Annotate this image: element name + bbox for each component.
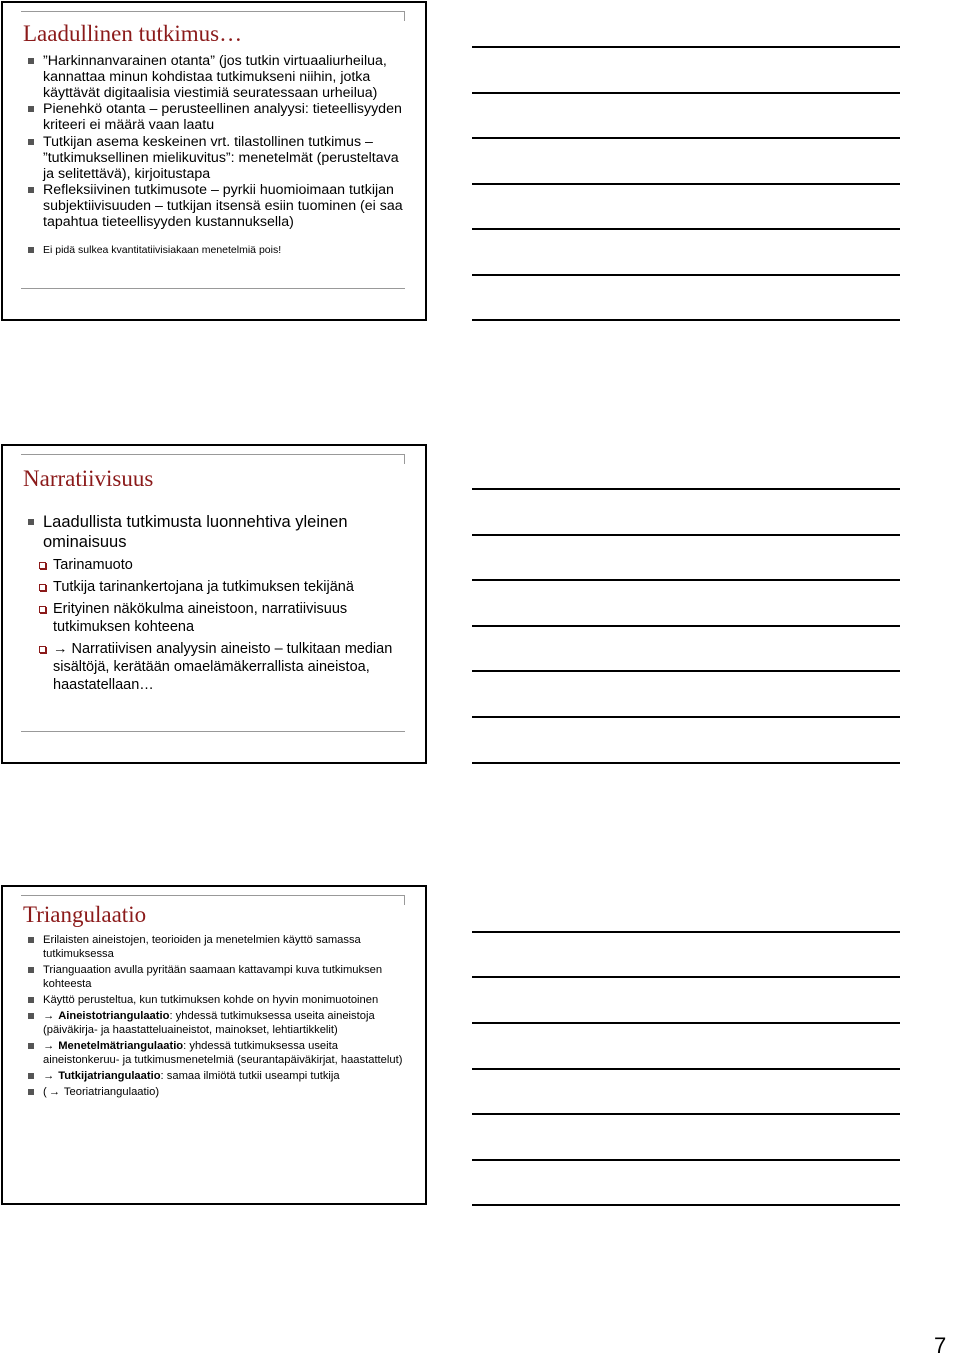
slide-frame [21,895,403,1173]
note-line [472,92,900,94]
list-item: → Menetelmätriangulaatio: yhdessä tutkimuksessa useita aineistonkeruu- ja tutkimusmenetelmiä (seurantapäiväkirjat, haastattelut) [21,1039,403,1067]
title-rule-corner [404,454,405,464]
list-item: Ei pidä sulkea kvantitatiivisiakaan menetelmiä pois! [21,244,403,256]
square-bullet-icon [28,519,34,525]
arrow-right-icon: → [43,1010,55,1022]
note-line [472,976,900,978]
sub-list [37,556,403,694]
note-line [472,534,900,536]
list-item: → Aineistotriangulaatio: yhdessä tutkimuksessa useita aineistoja (päiväkirja- ja haastatteluaineistot, mainokset, lehtiartikkelit) [21,1009,403,1037]
square-bullet-icon [28,247,34,253]
list-item: Tutkija tarinankertojana ja tutkimuksen tekijänä [37,578,403,596]
bottom-rule [21,288,405,289]
list-item: ”Harkinnanvarainen otanta” (jos tutkin virtuaaliurheilua, kannattaa minun kohdistaa tutkimukseni niihin, jotka käyttävät digitaalisia viestimiä seuratessaan urheilua) [21,53,403,101]
square-bullet-icon [28,58,34,64]
list-item: Erilaisten aineistojen, teorioiden ja menetelmien käyttö samassa tutkimuksessa [21,933,403,961]
square-bullet-icon [28,1073,34,1079]
note-line [472,319,900,321]
box-bullet-icon [39,562,46,569]
note-line [472,1204,900,1206]
note-line [472,137,900,139]
slide-3 [1,885,427,1205]
square-bullet-icon [28,139,34,145]
list-item: Käyttö perusteltua, kun tutkimuksen kohde on hyvin monimuotoinen [21,993,403,1007]
note-line [472,46,900,48]
slide-frame [21,11,403,289]
list-item: Trianguaation avulla pyritään saamaan kattavampi kuva tutkimuksen kohteesta [21,963,403,991]
note-line [472,670,900,672]
title-rule-corner [404,11,405,21]
note-line [472,931,900,933]
note-line [472,183,900,185]
slide-1 [1,1,427,321]
list-item: Laadullista tutkimusta luonnehtiva yleinen ominaisuus Tarinamuoto Tutkija tarinankertojana ja tutkimuksen tekijänä Erityinen näkökulma aineistoon, narratiivisuus tutkimuksen kohteena → Narratiivisen analyysin aineisto – tulkitaan median sisältöjä, kerätään omaelämäkerrallista aineistoa, haastatellaan… [21,512,403,694]
note-line [472,488,900,490]
list-item: Pienehkö otanta – perusteellinen analyysi: tieteellisyyden kriteeri ei määrä vaan laatu [21,101,403,133]
box-bullet-icon [39,606,46,613]
slide-2 [1,444,427,764]
square-bullet-icon [28,1089,34,1095]
list-item: → Narratiivisen analyysin aineisto – tulkitaan median sisältöjä, kerätään omaelämäkerrallista aineistoa, haastatellaan… [37,640,403,694]
square-bullet-icon [28,106,34,112]
page-number: 7 [934,1333,947,1358]
bullet-list [21,933,403,1099]
note-line [472,762,900,764]
box-bullet-icon [39,646,46,653]
note-line [472,274,900,276]
arrow-right-icon: → [53,641,68,657]
slide-frame [21,454,403,732]
slide-title: Narratiivisuus [23,466,154,491]
arrow-right-icon: → [43,1070,55,1082]
note-line [472,716,900,718]
list-item: Erityinen näkökulma aineistoon, narratiivisuus tutkimuksen kohteena [37,600,403,636]
list-item: Tutkijan asema keskeinen vrt. tilastollinen tutkimus – ”tutkimuksellinen mielikuvitus”: menetelmät (perusteltava ja selitettävä), kirjoitustapa [21,134,403,182]
list-item: ( → Teoriatriangulaatio) [21,1085,403,1099]
list-item: Refleksiivinen tutkimusote – pyrkii huomioimaan tutkijan subjektiivisuuden – tutkijan itsensä esiin tuominen (ei saa tapahtua tieteellisyyden kustannuksella) [21,182,403,230]
title-rule [21,895,405,896]
note-line [472,1113,900,1115]
square-bullet-icon [28,937,34,943]
note-line [472,1022,900,1024]
note-line [472,1068,900,1070]
square-bullet-icon [28,967,34,973]
arrow-right-icon: → [43,1040,55,1052]
square-bullet-icon [28,187,34,193]
title-rule [21,454,405,455]
square-bullet-icon [28,997,34,1003]
slide-title: Laadullinen tutkimus… [23,21,243,46]
title-rule-corner [404,895,405,905]
note-line [472,625,900,627]
square-bullet-icon [28,1013,34,1019]
note-line [472,1159,900,1161]
list-item: Tarinamuoto [37,556,403,574]
bottom-rule [21,731,405,732]
arrow-right-icon: → [48,1086,60,1098]
square-bullet-icon [28,1043,34,1049]
list-item: → Tutkijatriangulaatio: samaa ilmiötä tutkii useampi tutkija [21,1069,403,1083]
box-bullet-icon [39,584,46,591]
slide-title: Triangulaatio [23,902,147,927]
title-rule [21,11,405,12]
bullet-list [21,512,403,694]
note-line [472,579,900,581]
bullet-list [21,53,403,256]
note-line [472,228,900,230]
